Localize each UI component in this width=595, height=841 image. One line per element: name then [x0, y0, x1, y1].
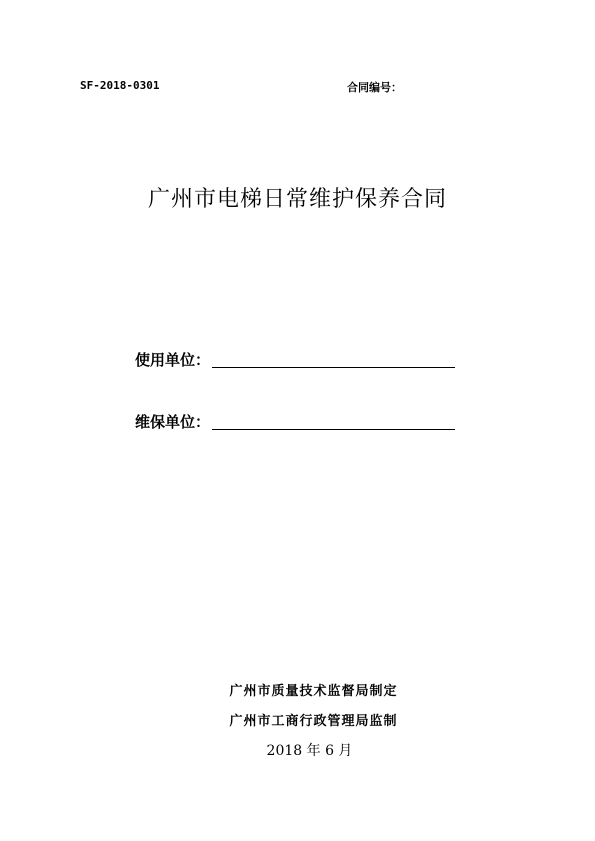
issuer-line: 广州市质量技术监督局制定	[229, 684, 398, 699]
user-unit-row	[135, 351, 455, 369]
maintainer-unit-blank-line	[212, 429, 455, 430]
document-code: SF-2018-0301	[80, 79, 160, 92]
issue-date: 2018 年 6 月	[266, 743, 353, 759]
contract-number-label: 合同编号：	[347, 81, 402, 94]
document-title: 广州市电梯日常维护保养合同	[147, 187, 447, 212]
user-unit-label: 使用单位：	[135, 351, 211, 369]
maintainer-unit-row	[135, 413, 455, 431]
user-unit-blank-line	[212, 367, 455, 368]
maintainer-unit-label: 维保单位：	[135, 413, 211, 431]
supervisor-line: 广州市工商行政管理局监制	[229, 714, 398, 729]
